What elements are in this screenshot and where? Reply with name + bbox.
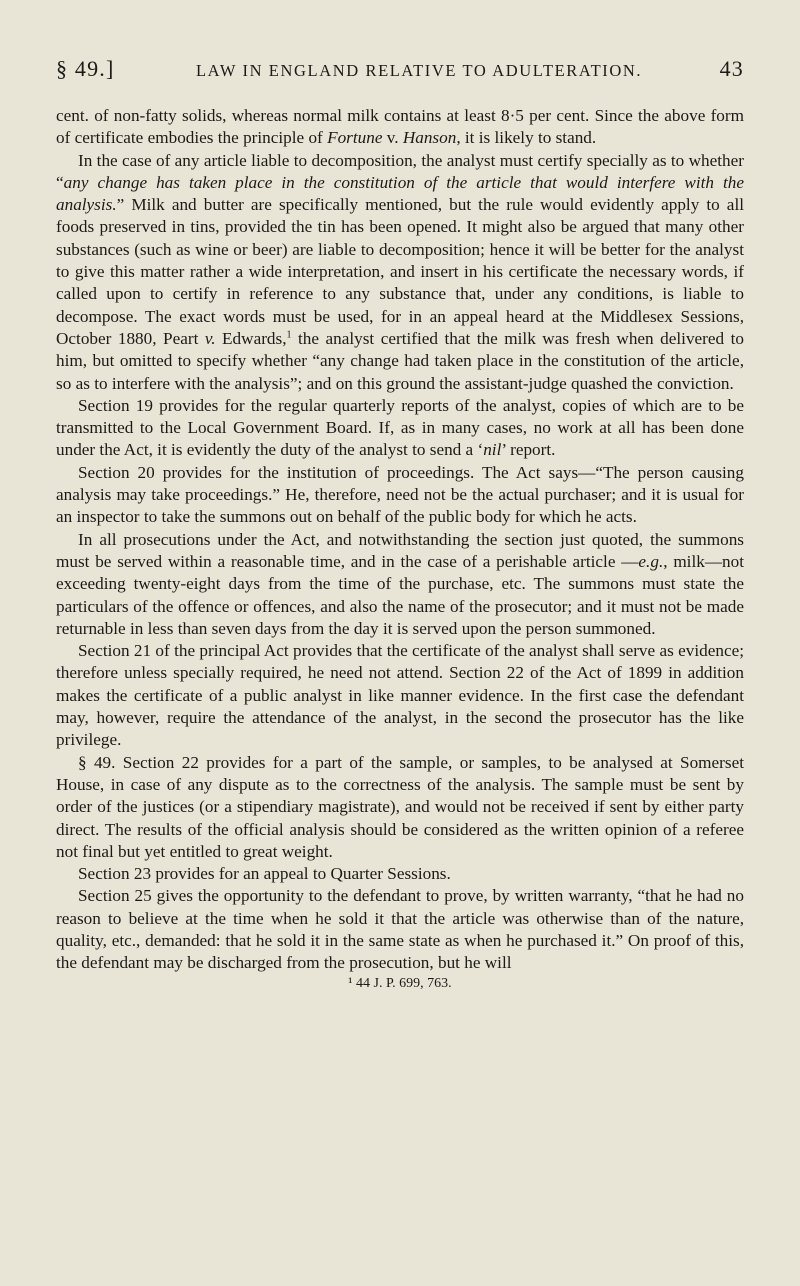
italic-run: Fortune bbox=[327, 128, 383, 148]
italic-run: any change has taken place in the constitution of the article that would interfere with the analysis. bbox=[56, 172, 744, 215]
paragraph: Section 19 provides for the regular quarterly reports of the analyst, copies of which are to be transmitted to the Local Government Board. If, as in many cases, no work at all has been done under the Act, it is evidently the duty of the analyst to send a ‘nil’ report. bbox=[56, 395, 744, 460]
paragraph: Section 25 gives the opportunity to the defendant to prove, by written warranty, “that he had no reason to believe at the time when he sold it that the article was otherwise than of the nature, quality, etc., demanded: that he sold it in the same state as when he purchased it.” On proof of this, the defendant may be discharged from the prosecution, but he will bbox=[56, 886, 744, 973]
book-page bbox=[56, 56, 744, 993]
running-title: LAW IN ENGLAND RELATIVE TO ADULTERATION. bbox=[196, 61, 643, 80]
italic-run: Hanson bbox=[402, 128, 457, 148]
italic-run: nil bbox=[483, 440, 502, 460]
paragraph: § 49. Section 22 provides for a part of the sample, or samples, to be analysed at Somerset House, in case of any dispute as to the correctness of the analysis. The sample must be sent by order of the justices (or a stipendiary magistrate), and would not be received if sent by either party direct. The results of the official analysis should be considered as the written opinion of a referee not final but yet entitled to great weight. bbox=[56, 752, 744, 861]
italic-run: v. bbox=[204, 328, 216, 348]
body-text bbox=[56, 105, 744, 975]
section-mark: § 49.] bbox=[56, 56, 115, 81]
paragraph: Section 20 provides for the institution of proceedings. The Act says—“The person causing analysis may take proceedings.” He, therefore, need not be the actual purchaser; and it is usual for an inspector to take the summons out on behalf of the public body for which he acts. bbox=[56, 462, 744, 527]
page-number: 43 bbox=[719, 56, 744, 81]
paragraph: cent. of non-fatty solids, whereas normal milk contains at least 8·5 per cent. Since the above form of certificate embodies the principle of Fortune v. Hanson, it is likely to stand. bbox=[56, 106, 744, 148]
paragraph: In the case of any article liable to decomposition, the analyst must certify specially as to whether “any change has taken place in the constitution of the article that would interfere with the analysis.” Milk and butter are specifically mentioned, but the rule would evidently apply to all foods preserved in tins, provided the tin has been opened. It might also be argued that many other substances (such as wine or beer) are liable to decomposition; hence it will be better for the analyst to give this matter rather a wide interpretation, and insert in his certificate the necessary words, if called upon to certify in reference to any substance that, under any conditions, is liable to decompose. The exact words must be used, for in an appeal heard at the Middlesex Sessions, October 1880, Peart v. Edwards,$^1$ the analyst certified that the milk was fresh when delivered to him, but omitted to specify whether “any change had taken place in the constitution of the article, so as to interfere with the analysis”; and on this ground the assistant-judge quashed the conviction. bbox=[56, 150, 744, 393]
footnote: ¹ 44 J. P. 699, 763. bbox=[348, 975, 452, 991]
running-head bbox=[56, 56, 744, 96]
footnote-ref: 1 bbox=[286, 329, 292, 341]
italic-run: e.g. bbox=[638, 551, 664, 571]
paragraph: Section 21 of the principal Act provides that the certificate of the analyst shall serve as evidence; therefore unless specially required, he need not attend. Section 22 of the Act of 1899 in addition makes the certificate of a public analyst in like manner evidence. In the first case the defendant may, however, require the attendance of the analyst, in the second the prosecutor has the like privilege. bbox=[56, 641, 744, 750]
paragraph: In all prosecutions under the Act, and notwithstanding the section just quoted, the summons must be served within a reasonable time, and in the case of a perishable article —e.g., milk—not exceeding twenty-eight days from the time of the purchase, etc. The summons must state the particulars of the offence or offences, and also the name of the prosecutor; and it must not be made returnable in less than seven days from the day it is served upon the person summoned. bbox=[56, 529, 744, 638]
paragraph: Section 23 provides for an appeal to Quarter Sessions. bbox=[78, 864, 451, 884]
